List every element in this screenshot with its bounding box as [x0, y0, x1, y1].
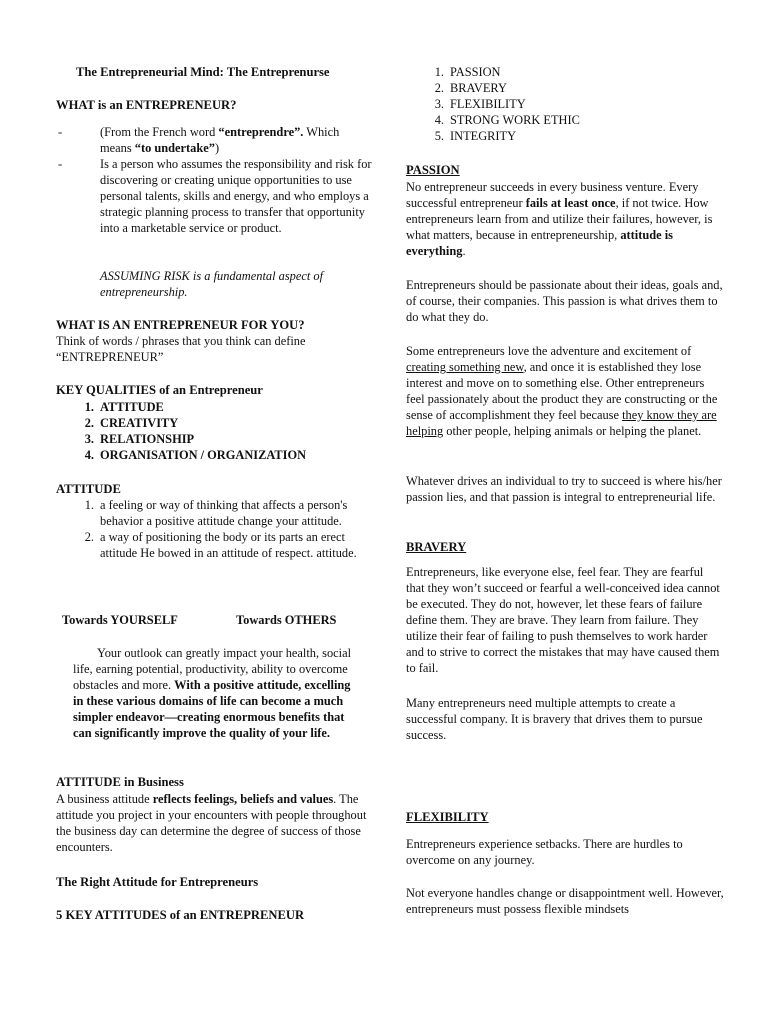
right-attitude-heading: The Right Attitude for Entrepreneurs	[56, 875, 259, 889]
definition-list	[58, 124, 372, 236]
bravery-paragraph-2: Many entrepreneurs need multiple attempts to create a successful company. It is bravery that drives them to pursue success.	[406, 696, 703, 742]
flexibility-paragraph-1: Entrepreneurs experience setbacks. There are hurdles to overcome on any journey.	[406, 837, 683, 867]
flexibility-heading: FLEXIBILITY	[406, 810, 489, 824]
bravery-heading: BRAVERY	[406, 540, 467, 554]
five-attitudes-item: 4. STRONG WORK ETHIC	[434, 113, 580, 127]
key-quality-item: 1. ATTITUDE	[84, 400, 164, 414]
for-you-text: Think of words / phrases that you think can define “ENTREPRENEUR”	[56, 334, 306, 364]
attitude-definitions	[84, 497, 372, 561]
towards-others-label: Towards OTHERS	[236, 613, 337, 627]
passion-paragraph-4: Whatever drives an individual to try to succeed is where his/her passion lies, and that passion is integral to entrepreneurial life.	[406, 474, 722, 504]
assuming-risk-note: ASSUMING RISK is a fundamental aspect of entrepreneurship.	[100, 269, 324, 299]
flexibility-paragraph-2: Not everyone handles change or disappointment well. However, entrepreneurs must possess flexible mindsets	[406, 886, 724, 916]
bravery-paragraph-1: Entrepreneurs, like everyone else, feel fear. They are fearful that they won’t succeed or fearful a well-conceived idea cannot be executed. They do not, however, let these fears of failure define them. They are brave. They learn from failure. They utilize their fear of failing to push themselves to work harder and to strive to correct the mistakes that may have caused them to fail.	[406, 565, 720, 675]
five-attitudes-item: 3. FLEXIBILITY	[434, 97, 526, 111]
attitude-definition-item: 1. a feeling or way of thinking that affects a person's behavior a positive attitude change your attitude.	[84, 498, 348, 528]
passion-paragraph-3: Some entrepreneurs love the adventure and excitement of creating something new, and once it is established they lose interest and move on to something else. Other entrepreneurs feel passionately about the product they are constructing or the sense of accomplishment they feel because they know they are helping other people, helping animals or helping the planet.	[406, 344, 718, 438]
passion-heading: PASSION	[406, 163, 460, 177]
definition-item-1: - (From the French word “entreprendre”. Which means “to undertake”)	[58, 125, 340, 155]
attitude-definition-item: 2. a way of positioning the body or its parts an erect attitude He bowed in an attitude of respect. attitude.	[84, 530, 357, 560]
five-key-heading: 5 KEY ATTITUDES of an ENTREPRENEUR	[56, 908, 305, 922]
passion-paragraph-1: No entrepreneur succeeds in every business venture. Every successful entrepreneur fails at least once, if not twice. How entrepreneurs learn from and utilize their failures, however, is what matters, because in entrepreneurship, attitude is everything.	[406, 180, 713, 258]
for-you-heading: WHAT IS AN ENTREPRENEUR FOR YOU?	[56, 318, 305, 332]
document-title: The Entrepreneurial Mind: The Entreprenurse	[76, 65, 330, 79]
five-attitudes-list	[434, 64, 720, 144]
definition-item-2: - Is a person who assumes the responsibility and risk for discovering or creating unique opportunities to use personal talents, skills and energy, and who employs a strategic planning process to transfer that opportunity into a marketable service or product.	[58, 157, 372, 235]
towards-yourself-label: Towards YOURSELF	[62, 613, 178, 627]
what-heading: WHAT is an ENTREPRENEUR?	[56, 98, 237, 112]
five-attitudes-item: 1. PASSION	[434, 65, 501, 79]
five-attitudes-item: 5. INTEGRITY	[434, 129, 517, 143]
key-quality-item: 4. ORGANISATION / ORGANIZATION	[84, 448, 307, 462]
five-attitudes-item: 2. BRAVERY	[434, 81, 507, 95]
outlook-paragraph: Your outlook can greatly impact your health, social life, earning potential, productivity, ability to overcome obstacles and more. With a positive attitude, excelling in these various domains of life can become a much simpler endeavor—creating enormous benefits that can significantly improve the quality of your life.	[73, 646, 352, 740]
business-heading: ATTITUDE in Business	[56, 775, 184, 789]
key-qualities-list	[84, 399, 380, 463]
key-quality-item: 3. RELATIONSHIP	[84, 432, 195, 446]
passion-paragraph-2: Entrepreneurs should be passionate about their ideas, goals and, of course, their companies. This passion is what drives them to do what they do.	[406, 278, 723, 324]
key-quality-item: 2. CREATIVITY	[84, 416, 179, 430]
attitude-heading: ATTITUDE	[56, 482, 121, 496]
key-qualities-heading: KEY QUALITIES of an Entrepreneur	[56, 383, 263, 397]
business-paragraph: A business attitude reflects feelings, beliefs and values. The attitude you project in your encounters with people throughout the business day can determine the degree of success of those encounters.	[56, 792, 367, 854]
